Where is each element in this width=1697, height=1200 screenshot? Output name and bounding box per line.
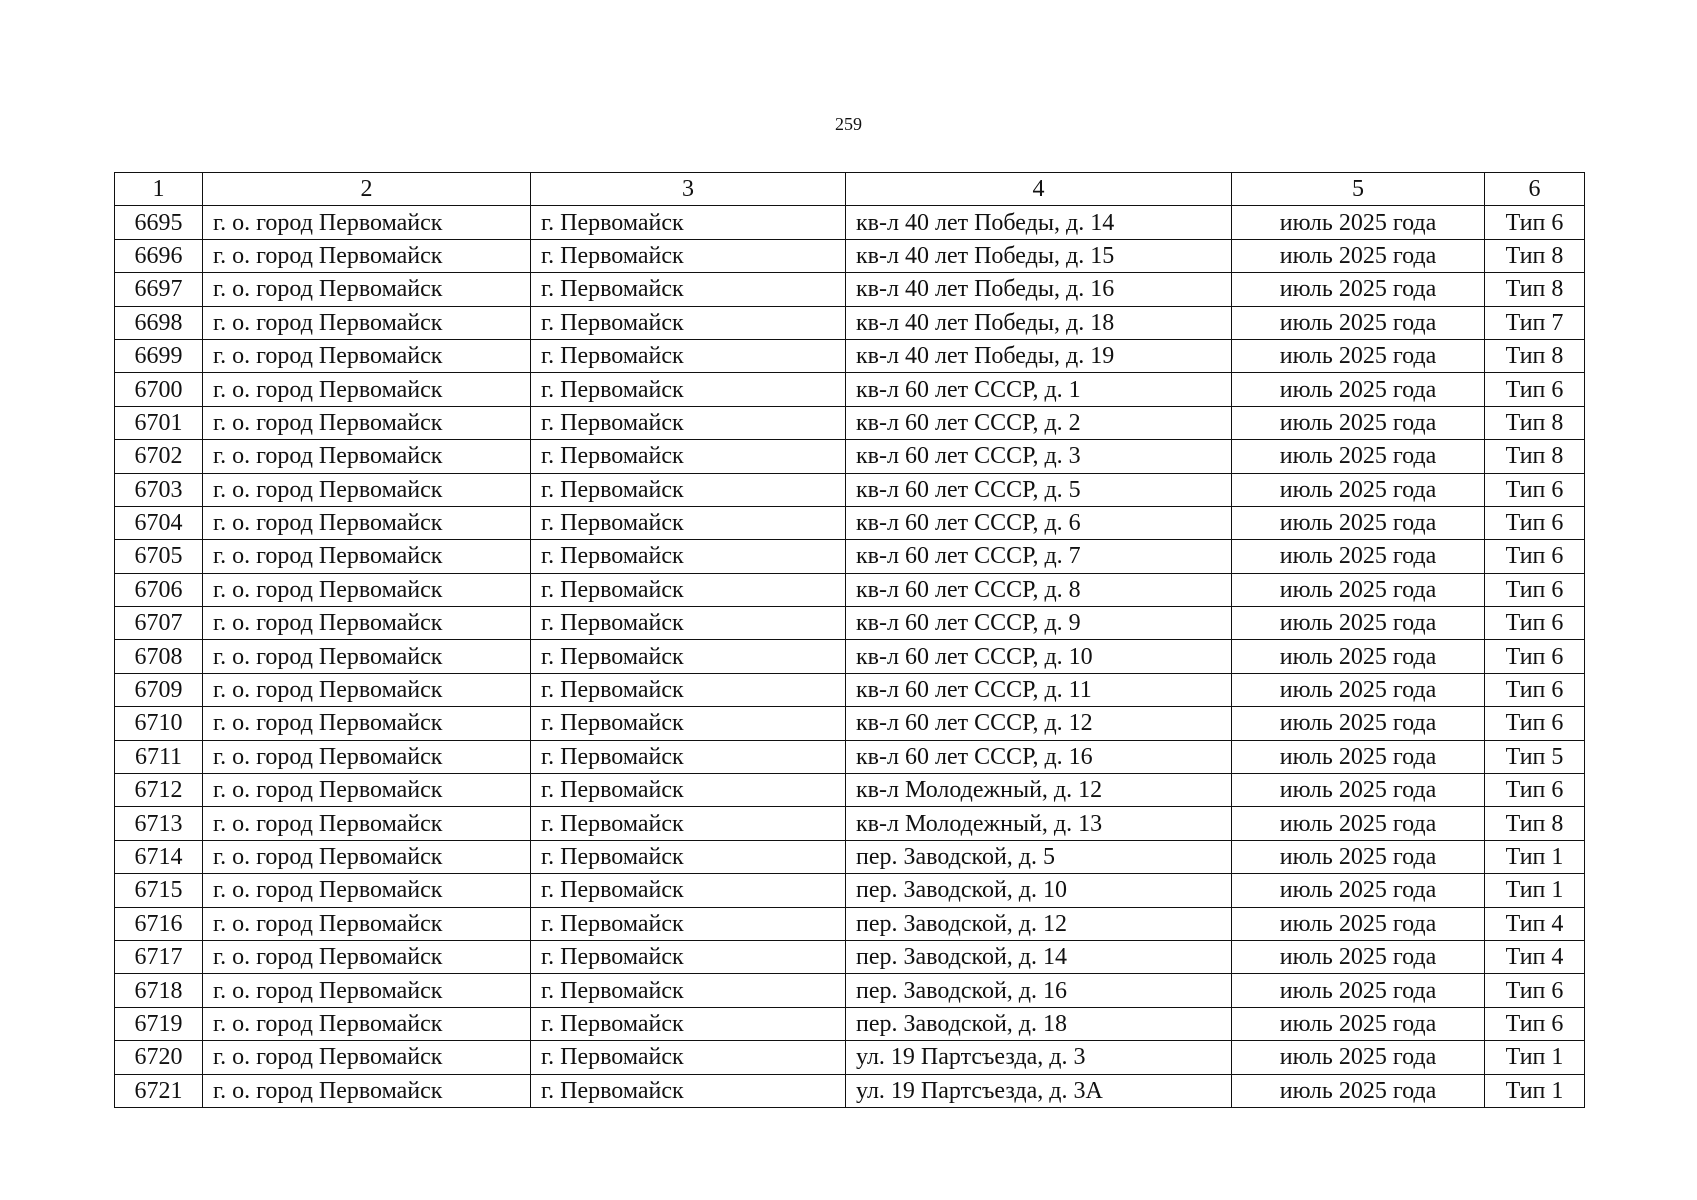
cell-type: Тип 6 xyxy=(1485,506,1585,539)
cell-municipality: г. о. город Первомайск xyxy=(203,406,531,439)
cell-address: кв-л 60 лет СССР, д. 5 xyxy=(846,473,1232,506)
cell-address: кв-л 60 лет СССР, д. 3 xyxy=(846,440,1232,473)
table-row xyxy=(115,740,1585,773)
cell-locality: г. Первомайск xyxy=(531,440,846,473)
cell-type: Тип 8 xyxy=(1485,807,1585,840)
table-row xyxy=(115,940,1585,973)
cell-number: 6711 xyxy=(115,740,203,773)
cell-number: 6713 xyxy=(115,807,203,840)
cell-number: 6714 xyxy=(115,840,203,873)
cell-period: июль 2025 года xyxy=(1232,640,1485,673)
cell-period: июль 2025 года xyxy=(1232,840,1485,873)
cell-locality: г. Первомайск xyxy=(531,740,846,773)
cell-number: 6697 xyxy=(115,273,203,306)
cell-municipality: г. о. город Первомайск xyxy=(203,774,531,807)
cell-period: июль 2025 года xyxy=(1232,1007,1485,1040)
cell-locality: г. Первомайск xyxy=(531,1007,846,1040)
table-body xyxy=(115,206,1585,1108)
cell-number: 6708 xyxy=(115,640,203,673)
table-row xyxy=(115,1007,1585,1040)
cell-type: Тип 1 xyxy=(1485,1041,1585,1074)
cell-address: кв-л 60 лет СССР, д. 12 xyxy=(846,707,1232,740)
cell-municipality: г. о. город Первомайск xyxy=(203,339,531,372)
cell-municipality: г. о. город Первомайск xyxy=(203,506,531,539)
cell-municipality: г. о. город Первомайск xyxy=(203,573,531,606)
cell-locality: г. Первомайск xyxy=(531,774,846,807)
cell-locality: г. Первомайск xyxy=(531,1041,846,1074)
cell-number: 6707 xyxy=(115,607,203,640)
cell-address: ул. 19 Партсъезда, д. 3 xyxy=(846,1041,1232,1074)
cell-period: июль 2025 года xyxy=(1232,673,1485,706)
cell-locality: г. Первомайск xyxy=(531,940,846,973)
cell-municipality: г. о. город Первомайск xyxy=(203,1041,531,1074)
cell-number: 6704 xyxy=(115,506,203,539)
cell-municipality: г. о. город Первомайск xyxy=(203,239,531,272)
table-row xyxy=(115,673,1585,706)
table-row xyxy=(115,840,1585,873)
cell-municipality: г. о. город Первомайск xyxy=(203,974,531,1007)
table-row xyxy=(115,206,1585,239)
cell-type: Тип 6 xyxy=(1485,373,1585,406)
cell-municipality: г. о. город Первомайск xyxy=(203,273,531,306)
cell-municipality: г. о. город Первомайск xyxy=(203,840,531,873)
cell-locality: г. Первомайск xyxy=(531,406,846,439)
table-row xyxy=(115,807,1585,840)
cell-number: 6703 xyxy=(115,473,203,506)
cell-address: пер. Заводской, д. 18 xyxy=(846,1007,1232,1040)
header-row xyxy=(115,173,1585,206)
cell-locality: г. Первомайск xyxy=(531,840,846,873)
cell-period: июль 2025 года xyxy=(1232,740,1485,773)
cell-municipality: г. о. город Первомайск xyxy=(203,206,531,239)
cell-municipality: г. о. город Первомайск xyxy=(203,874,531,907)
cell-municipality: г. о. город Первомайск xyxy=(203,740,531,773)
cell-number: 6698 xyxy=(115,306,203,339)
cell-type: Тип 1 xyxy=(1485,840,1585,873)
cell-locality: г. Первомайск xyxy=(531,807,846,840)
cell-address: ул. 19 Партсъезда, д. 3А xyxy=(846,1074,1232,1107)
cell-period: июль 2025 года xyxy=(1232,373,1485,406)
table-header xyxy=(115,173,1585,206)
cell-locality: г. Первомайск xyxy=(531,339,846,372)
cell-period: июль 2025 года xyxy=(1232,273,1485,306)
cell-locality: г. Первомайск xyxy=(531,1074,846,1107)
cell-number: 6700 xyxy=(115,373,203,406)
cell-type: Тип 6 xyxy=(1485,573,1585,606)
cell-municipality: г. о. город Первомайск xyxy=(203,440,531,473)
cell-locality: г. Первомайск xyxy=(531,373,846,406)
table-row xyxy=(115,640,1585,673)
cell-period: июль 2025 года xyxy=(1232,473,1485,506)
cell-locality: г. Первомайск xyxy=(531,206,846,239)
cell-type: Тип 6 xyxy=(1485,974,1585,1007)
page-number: 259 xyxy=(835,114,862,134)
cell-address: кв-л 40 лет Победы, д. 19 xyxy=(846,339,1232,372)
cell-number: 6709 xyxy=(115,673,203,706)
cell-type: Тип 8 xyxy=(1485,273,1585,306)
cell-type: Тип 4 xyxy=(1485,940,1585,973)
cell-type: Тип 6 xyxy=(1485,206,1585,239)
table-row xyxy=(115,540,1585,573)
cell-period: июль 2025 года xyxy=(1232,540,1485,573)
cell-municipality: г. о. город Первомайск xyxy=(203,1074,531,1107)
cell-address: кв-л 60 лет СССР, д. 2 xyxy=(846,406,1232,439)
table-row xyxy=(115,406,1585,439)
registry-table xyxy=(114,172,1585,1108)
cell-address: кв-л 60 лет СССР, д. 7 xyxy=(846,540,1232,573)
cell-locality: г. Первомайск xyxy=(531,540,846,573)
cell-period: июль 2025 года xyxy=(1232,506,1485,539)
cell-number: 6702 xyxy=(115,440,203,473)
cell-locality: г. Первомайск xyxy=(531,640,846,673)
cell-period: июль 2025 года xyxy=(1232,206,1485,239)
cell-number: 6720 xyxy=(115,1041,203,1074)
cell-locality: г. Первомайск xyxy=(531,907,846,940)
cell-locality: г. Первомайск xyxy=(531,673,846,706)
cell-period: июль 2025 года xyxy=(1232,774,1485,807)
column-header-type: 6 xyxy=(1485,173,1585,206)
cell-type: Тип 6 xyxy=(1485,707,1585,740)
cell-address: кв-л 60 лет СССР, д. 16 xyxy=(846,740,1232,773)
cell-type: Тип 6 xyxy=(1485,673,1585,706)
cell-period: июль 2025 года xyxy=(1232,440,1485,473)
cell-type: Тип 6 xyxy=(1485,473,1585,506)
cell-address: кв-л 40 лет Победы, д. 16 xyxy=(846,273,1232,306)
cell-number: 6706 xyxy=(115,573,203,606)
cell-number: 6712 xyxy=(115,774,203,807)
cell-period: июль 2025 года xyxy=(1232,1074,1485,1107)
cell-municipality: г. о. город Первомайск xyxy=(203,373,531,406)
column-header-address: 4 xyxy=(846,173,1232,206)
cell-type: Тип 5 xyxy=(1485,740,1585,773)
cell-type: Тип 1 xyxy=(1485,874,1585,907)
cell-period: июль 2025 года xyxy=(1232,907,1485,940)
table-row xyxy=(115,774,1585,807)
column-header-locality: 3 xyxy=(531,173,846,206)
cell-number: 6696 xyxy=(115,239,203,272)
cell-locality: г. Первомайск xyxy=(531,306,846,339)
table-row xyxy=(115,707,1585,740)
cell-address: кв-л 60 лет СССР, д. 1 xyxy=(846,373,1232,406)
cell-locality: г. Первомайск xyxy=(531,607,846,640)
cell-number: 6717 xyxy=(115,940,203,973)
cell-municipality: г. о. город Первомайск xyxy=(203,540,531,573)
cell-type: Тип 1 xyxy=(1485,1074,1585,1107)
cell-locality: г. Первомайск xyxy=(531,573,846,606)
column-header-number: 1 xyxy=(115,173,203,206)
cell-number: 6695 xyxy=(115,206,203,239)
cell-type: Тип 6 xyxy=(1485,1007,1585,1040)
cell-municipality: г. о. город Первомайск xyxy=(203,907,531,940)
cell-address: кв-л 40 лет Победы, д. 14 xyxy=(846,206,1232,239)
column-header-municipality: 2 xyxy=(203,173,531,206)
column-header-period: 5 xyxy=(1232,173,1485,206)
cell-period: июль 2025 года xyxy=(1232,406,1485,439)
cell-type: Тип 4 xyxy=(1485,907,1585,940)
cell-period: июль 2025 года xyxy=(1232,306,1485,339)
cell-period: июль 2025 года xyxy=(1232,807,1485,840)
cell-period: июль 2025 года xyxy=(1232,339,1485,372)
cell-municipality: г. о. город Первомайск xyxy=(203,940,531,973)
cell-number: 6715 xyxy=(115,874,203,907)
cell-address: кв-л Молодежный, д. 12 xyxy=(846,774,1232,807)
cell-address: кв-л 60 лет СССР, д. 9 xyxy=(846,607,1232,640)
cell-municipality: г. о. город Первомайск xyxy=(203,807,531,840)
table-row xyxy=(115,506,1585,539)
table-row xyxy=(115,573,1585,606)
cell-type: Тип 6 xyxy=(1485,640,1585,673)
cell-municipality: г. о. город Первомайск xyxy=(203,306,531,339)
table-row xyxy=(115,1041,1585,1074)
cell-municipality: г. о. город Первомайск xyxy=(203,673,531,706)
table-row xyxy=(115,373,1585,406)
cell-locality: г. Первомайск xyxy=(531,506,846,539)
cell-address: кв-л 40 лет Победы, д. 15 xyxy=(846,239,1232,272)
cell-municipality: г. о. город Первомайск xyxy=(203,640,531,673)
cell-number: 6699 xyxy=(115,339,203,372)
cell-address: кв-л 40 лет Победы, д. 18 xyxy=(846,306,1232,339)
cell-locality: г. Первомайск xyxy=(531,473,846,506)
table-row xyxy=(115,339,1585,372)
cell-number: 6719 xyxy=(115,1007,203,1040)
cell-address: пер. Заводской, д. 12 xyxy=(846,907,1232,940)
cell-locality: г. Первомайск xyxy=(531,974,846,1007)
cell-type: Тип 7 xyxy=(1485,306,1585,339)
cell-locality: г. Первомайск xyxy=(531,707,846,740)
table-row xyxy=(115,239,1585,272)
table-row xyxy=(115,874,1585,907)
cell-period: июль 2025 года xyxy=(1232,940,1485,973)
table-row xyxy=(115,306,1585,339)
cell-type: Тип 8 xyxy=(1485,239,1585,272)
cell-address: кв-л 60 лет СССР, д. 10 xyxy=(846,640,1232,673)
cell-period: июль 2025 года xyxy=(1232,707,1485,740)
table-row xyxy=(115,974,1585,1007)
cell-period: июль 2025 года xyxy=(1232,1041,1485,1074)
table-row xyxy=(115,440,1585,473)
cell-locality: г. Первомайск xyxy=(531,273,846,306)
cell-type: Тип 6 xyxy=(1485,540,1585,573)
cell-address: пер. Заводской, д. 10 xyxy=(846,874,1232,907)
table-row xyxy=(115,607,1585,640)
cell-address: кв-л Молодежный, д. 13 xyxy=(846,807,1232,840)
cell-address: пер. Заводской, д. 14 xyxy=(846,940,1232,973)
table-row xyxy=(115,1074,1585,1107)
cell-type: Тип 8 xyxy=(1485,406,1585,439)
cell-municipality: г. о. город Первомайск xyxy=(203,1007,531,1040)
cell-number: 6710 xyxy=(115,707,203,740)
cell-number: 6701 xyxy=(115,406,203,439)
cell-type: Тип 8 xyxy=(1485,440,1585,473)
cell-address: пер. Заводской, д. 16 xyxy=(846,974,1232,1007)
cell-address: кв-л 60 лет СССР, д. 11 xyxy=(846,673,1232,706)
cell-number: 6705 xyxy=(115,540,203,573)
cell-period: июль 2025 года xyxy=(1232,573,1485,606)
cell-period: июль 2025 года xyxy=(1232,607,1485,640)
cell-municipality: г. о. город Первомайск xyxy=(203,707,531,740)
cell-number: 6721 xyxy=(115,1074,203,1107)
cell-type: Тип 6 xyxy=(1485,774,1585,807)
cell-type: Тип 8 xyxy=(1485,339,1585,372)
cell-period: июль 2025 года xyxy=(1232,874,1485,907)
cell-number: 6716 xyxy=(115,907,203,940)
cell-address: кв-л 60 лет СССР, д. 6 xyxy=(846,506,1232,539)
table-row xyxy=(115,273,1585,306)
cell-locality: г. Первомайск xyxy=(531,874,846,907)
cell-period: июль 2025 года xyxy=(1232,239,1485,272)
cell-period: июль 2025 года xyxy=(1232,974,1485,1007)
cell-municipality: г. о. город Первомайск xyxy=(203,607,531,640)
table-row xyxy=(115,907,1585,940)
table-row xyxy=(115,473,1585,506)
cell-address: пер. Заводской, д. 5 xyxy=(846,840,1232,873)
cell-type: Тип 6 xyxy=(1485,607,1585,640)
cell-locality: г. Первомайск xyxy=(531,239,846,272)
cell-address: кв-л 60 лет СССР, д. 8 xyxy=(846,573,1232,606)
cell-number: 6718 xyxy=(115,974,203,1007)
cell-municipality: г. о. город Первомайск xyxy=(203,473,531,506)
